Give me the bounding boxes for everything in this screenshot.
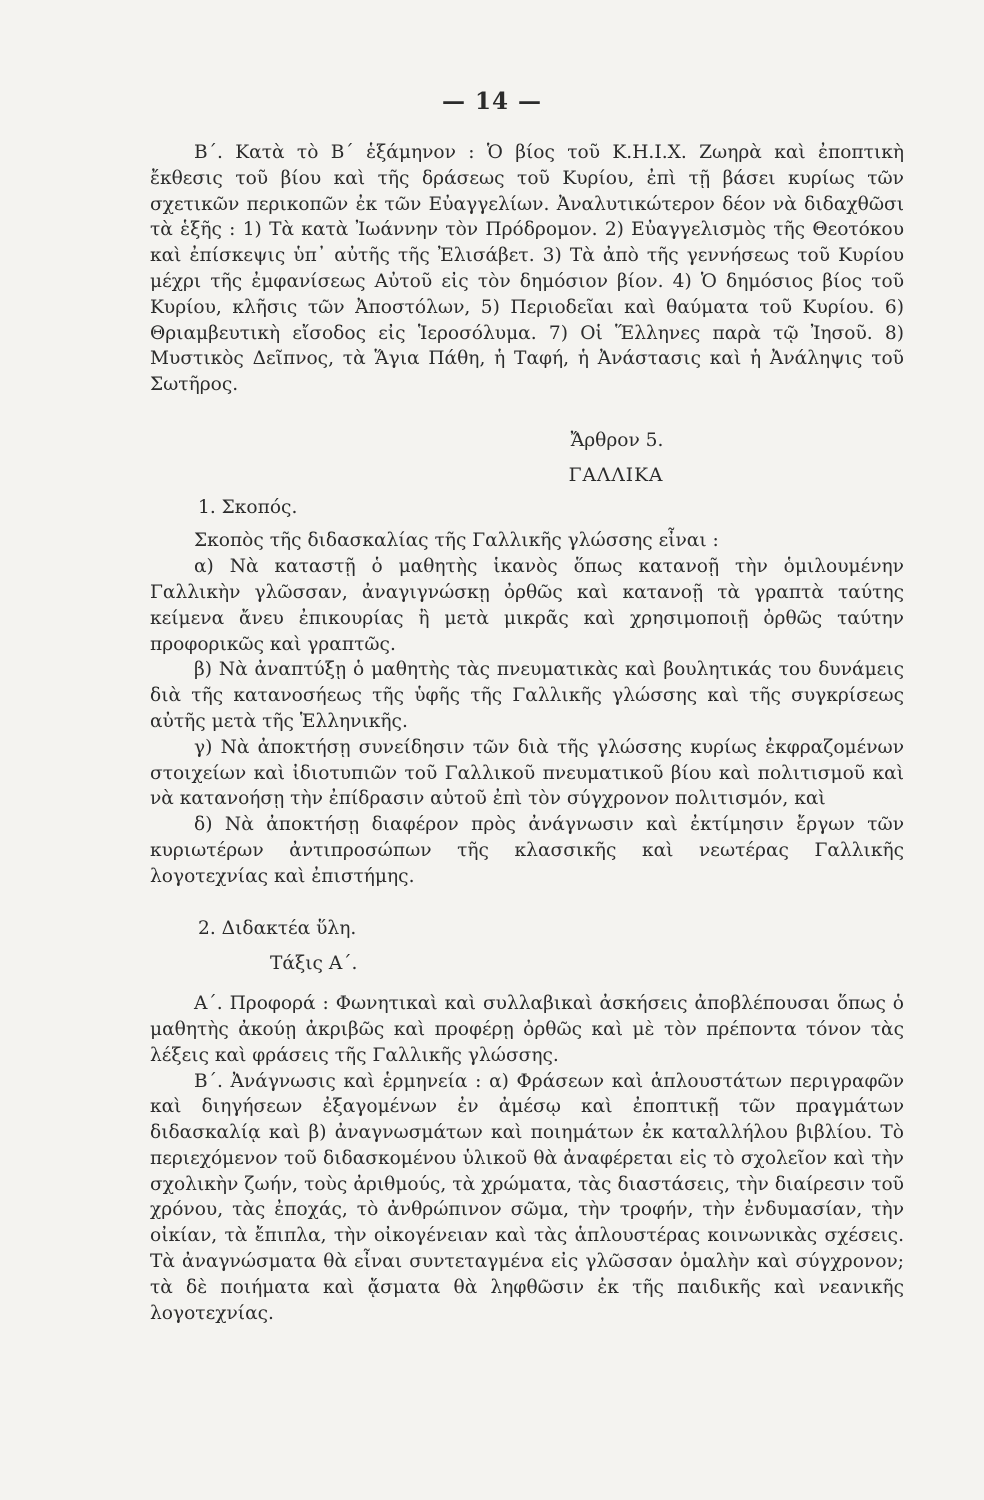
aim-intro: Σκοπὸς τῆς διδασκαλίας τῆς Γαλλικῆς γλώσσης εἶναι : xyxy=(194,530,719,552)
article-title: Ἄρθρον 5. xyxy=(570,429,664,451)
aim-c: γ) Νὰ ἀποκτήσῃ συνείδησιν τῶν διὰ τῆς γλώσσης κυρίως ἐκφραζομένων στοιχείων καὶ ἰδιοτυπιῶν τοῦ Γαλλικοῦ πνευματικοῦ βίου καὶ πολιτισμοῦ καὶ νὰ κατανοήσῃ τὴν ἐπίδρασιν αὐτοῦ ἐπὶ τὸν σύγχρονον πολιτισμόν, καὶ xyxy=(150,736,904,810)
subject-title: ΓΑΛΛΙΚΑ xyxy=(568,464,664,486)
class-title: Τάξις Α΄. xyxy=(270,953,358,975)
page-number: — 14 — xyxy=(441,88,543,115)
paragraph-pronunciation: Α΄. Προφορά : Φωνητικαὶ καὶ συλλαβικαὶ ἀσκήσεις ἀποβλέπουσαι ὅπως ὁ μαθητὴς ἀκούῃ ἀκριβῶς καὶ προφέρῃ ὀρθῶς καὶ μὲ τὸν πρέποντα τόνον τὰς λέξεις καὶ φράσεις τῆς Γαλλικῆς γλώσσης. xyxy=(150,993,904,1066)
aim-a: α) Νὰ καταστῇ ὁ μαθητὴς ἱκανὸς ὅπως κατανοῇ τὴν ὁμιλουμένην Γαλλικὴν γλῶσσαν, ἀναγιγνώσκῃ ὀρθῶς καὶ κατανοῇ τὰ γραπτὰ ταύτης κείμενα ἄνευ ἐπικουρίας ἢ μετὰ μικρᾶς καὶ χρησιμοποιῇ ὀρθῶς ταύτην προφορικῶς καὶ γραπτῶς. xyxy=(150,556,904,655)
section-1-title: 1. Σκοπός. xyxy=(198,496,298,518)
section-2-title: 2. Διδακτέα ὕλη. xyxy=(198,917,357,939)
aim-b: β) Νὰ ἀναπτύξῃ ὁ μαθητὴς τὰς πνευματικὰς καὶ βουλητικάς του δυνάμεις διὰ τῆς κατανοσήεως τῆς ὑφῆς τῆς Γαλλικῆς γλώσσης καὶ τῆς συγκρίσεως αὐτῆς μετὰ τῆς Ἑλληνικῆς. xyxy=(150,659,904,732)
paragraph-reading: Β΄. Ἀνάγνωσις καὶ ἑρμηνεία : α) Φράσεων καὶ ἁπλουστάτων περιγραφῶν καὶ διηγήσεων ἐξαγομένων ἐν ἀμέσῳ καὶ ἐποπτικῇ τῶν πραγμάτων διδασκαλίᾳ καὶ β) ἀναγνωσμάτων καὶ ποιημάτων ἐκ καταλλήλου βιβλίου. Τὸ περιεχόμενον τοῦ διδασκομένου ὑλικοῦ θὰ ἀναφέρεται εἰς τὸ σχολεῖον καὶ τὴν σχολικὴν ζωήν, τοὺς ἀριθμούς, τὰ χρώματα, τὰς διαστάσεις, τὴν διαίρεσιν τοῦ χρόνου, τὰς ἐποχάς, τὸ ἀνθρώπινον σῶμα, τὴν τροφήν, τὴν ἐνδυμασίαν, τὴν οἰκίαν, τὰ ἔπιπλα, τὴν οἰκογένειαν καὶ τὰς ἁπλουστέρας κοινωνικὰς σχέσεις. Τὰ ἀναγνώσματα θὰ εἶναι συντεταγμένα εἰς γλῶσσαν ὁμαλὴν καὶ σύγχρονον; τὰ δὲ ποιήματα καὶ ᾄσματα θὰ ληφθῶσιν ἐκ τῆς παιδικῆς καὶ νεανικῆς λογοτεχνίας. xyxy=(150,1070,904,1324)
paragraph-semester-b: Β΄. Κατὰ τὸ Β΄ ἑξάμηνον : Ὁ βίος τοῦ Κ.Η.Ι.Χ. Ζωηρὰ καὶ ἐποπτικὴ ἔκθεσις τοῦ βίου καὶ τῆς δράσεως τοῦ Κυρίου, ἐπὶ τῇ βάσει κυρίως τῶν σχετικῶν περικοπῶν ἐκ τῶν Εὐαγγελίων. Ἀναλυτικώτερον δέον νὰ διδαχθῶσι τὰ ἑξῆς : 1) Τὰ κατὰ Ἰωάννην τὸν Πρόδρομον. 2) Εὐαγγελισμὸς τῆς Θεοτόκου καὶ ἐπίσκεψις ὑπ᾿ αὐτῆς τῆς Ἐλισάβετ. 3) Τὰ ἀπὸ τῆς γεννήσεως τοῦ Κυρίου μέχρι τῆς ἐμφανίσεως Αὐτοῦ εἰς τὸν δημόσιον βίον. 4) Ὁ δημόσιος βίος τοῦ Κυρίου, κλῆσις τῶν Ἀποστόλων, 5) Περιοδεῖαι καὶ θαύματα τοῦ Κυρίου. 6) Θριαμβευτικὴ εἴσοδος εἰς Ἱεροσόλυμα. 7) Οἱ Ἕλληνες παρὰ τῷ Ἰησοῦ. 8) Μυστικὸς Δεῖπνος, τὰ Ἅγια Πάθη, ἡ Ταφή, ἡ Ἀνάστασις καὶ ἡ Ἀνάληψις τοῦ Σωτῆρος. xyxy=(150,142,904,396)
aim-d: δ) Νὰ ἀποκτήσῃ διαφέρον πρὸς ἀνάγνωσιν καὶ ἐκτίμησιν ἔργων τῶν κυριωτέρων ἀντιπροσώπων τῆς κλασσικῆς καὶ νεωτέρας Γαλλικῆς λογοτεχνίας καὶ ἐπιστήμης. xyxy=(150,814,904,887)
text-column xyxy=(150,140,904,1326)
